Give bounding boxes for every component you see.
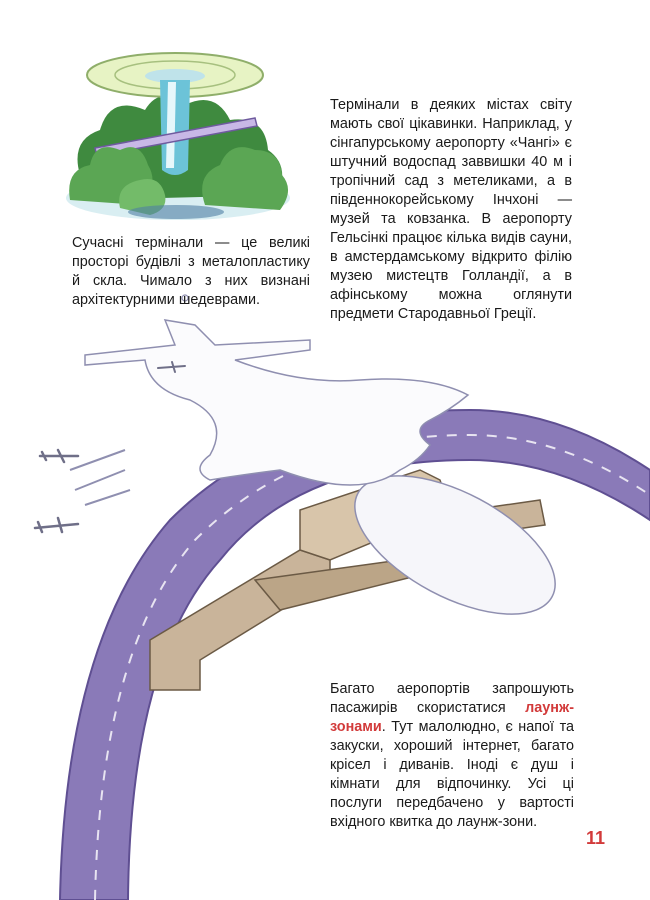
page-number: 11	[586, 828, 606, 848]
changi-paragraph: Термінали в деяких містах світу мають свої цікавинки. Наприклад, у сінгапурському аеропорту «Чангі» є штучний водоспад заввишки 40 м і тропічний сад з метеликами, а в південнокорейському Інчхоні — музей та ковзанка. В аеропорту Гельсінкі працює кілька видів сауни, в амстердамському відкрито філію музею мистецтв Голландії, а в афінському можна оглянути предмети Стародавньої Греції.	[330, 97, 572, 322]
lounge-text-start: Багато аеропортів запрошують пасажирів скористатися	[330, 681, 574, 716]
modern-terminals-paragraph: Сучасні термінали — це великі просторі будівлі з металопластику й скла. Чимало з них визнані архітектурними шедеврами.	[72, 235, 310, 308]
lounge-paragraph	[330, 680, 574, 832]
airplane-icon	[35, 518, 78, 532]
lounge-text-end: . Тут малолюдно, є напої та закуски, хороший інтернет, багато крісел і диванів. Іноді є душ і кімнати для відпочинку. Усі ці послуги передбачено у вартості вхідного квитка до лаунж-зони.	[330, 719, 574, 830]
lounge-highlight: лаунж-зонами	[330, 700, 574, 735]
changi-waterfall-illustration	[66, 53, 290, 220]
airplane-icon	[40, 450, 78, 462]
